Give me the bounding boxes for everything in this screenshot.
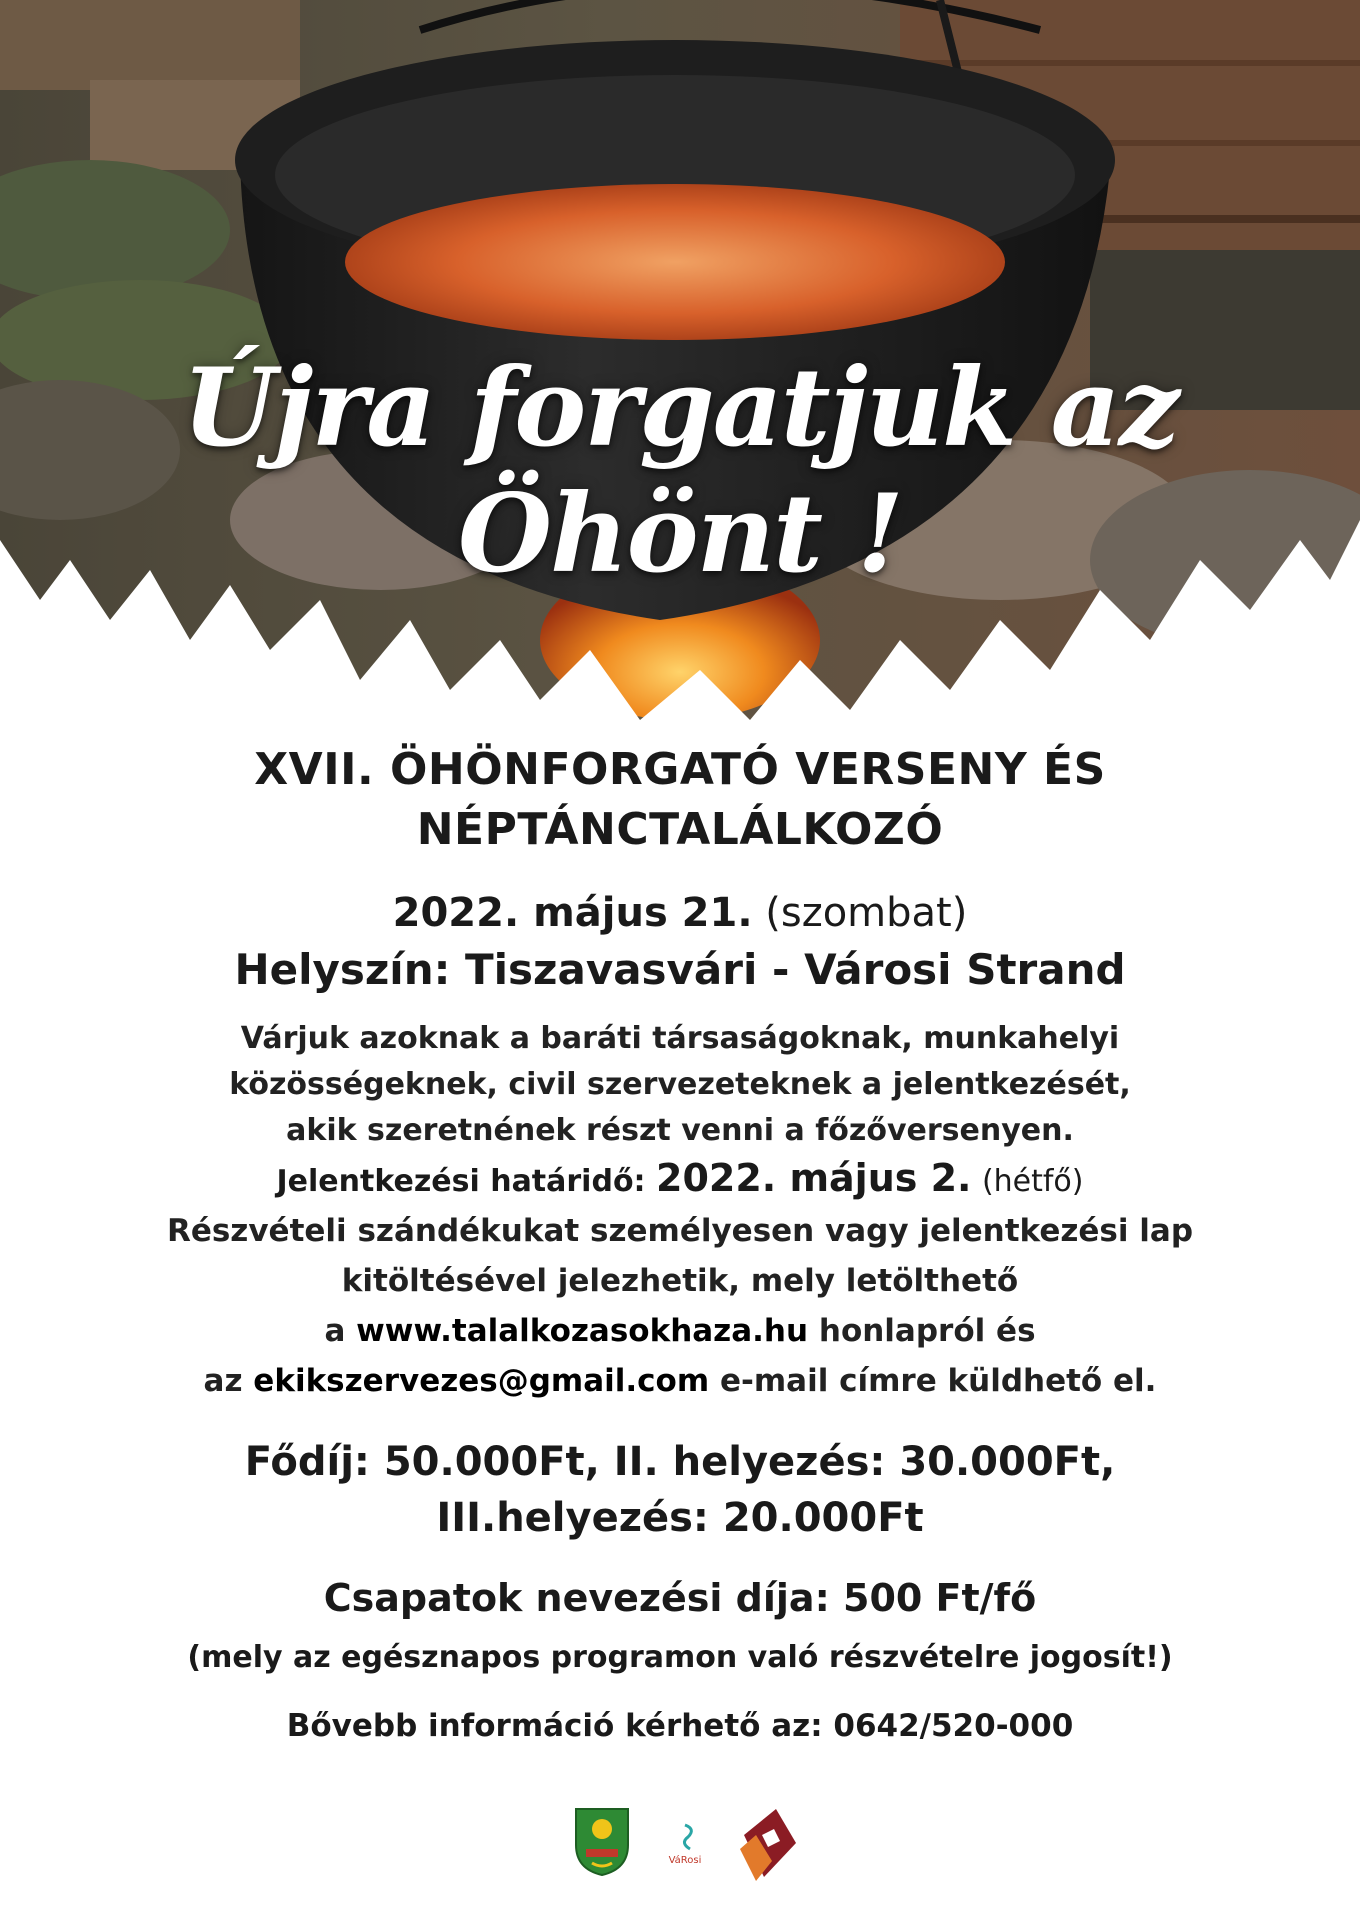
deadline-day: (hétfő) <box>981 1164 1084 1199</box>
invite-line-2: közösségeknek, civil szervezeteknek a jelentkezését, <box>229 1067 1131 1102</box>
signup-deadline <box>0 1154 1360 1206</box>
email-link[interactable]: ekikszervezes@gmail.com <box>253 1363 710 1399</box>
signup-line-4-suffix: e-mail címre küldhető el. <box>719 1363 1157 1399</box>
hero-script-title: Újra forgatjuk az Öhönt ! <box>182 345 1178 597</box>
invite-text <box>0 1016 1360 1154</box>
event-date <box>0 886 1360 940</box>
signup-instructions <box>0 1206 1360 1406</box>
event-details <box>0 740 1360 1752</box>
city-wave-logo <box>660 1819 710 1869</box>
prizes-line-1: Fődíj: 50.000Ft, II. helyezés: 30.000Ft, <box>244 1439 1116 1485</box>
sponsor-logos <box>0 1805 1360 1885</box>
entry-fee: Csapatok nevezési díja: 500 Ft/fő <box>323 1576 1037 1620</box>
ekik-logo <box>736 1805 802 1883</box>
svg-text:VáRosi: VáRosi <box>668 1855 702 1866</box>
signup-line-3 <box>0 1306 1360 1356</box>
contact-info: Bővebb információ kérhető az: 0642/520-000 <box>286 1708 1074 1744</box>
hero-image <box>0 0 1360 740</box>
website-link[interactable]: www.talalkozasokhaza.hu <box>356 1313 809 1349</box>
event-location: Helyszín: Tiszavasvári - Városi Strand <box>234 945 1126 994</box>
event-title-line-1: XVII. ÖHÖNFORGATÓ VERSENY ÉS <box>254 744 1106 795</box>
event-date-value: 2022. május 21. <box>392 890 753 936</box>
signup-line-2: kitöltésével jelezhetik, mely letölthető <box>341 1263 1019 1299</box>
deadline-date: 2022. május 2. <box>656 1156 972 1200</box>
deadline-label: Jelentkezési határidő: <box>276 1164 646 1199</box>
signup-line-3-prefix: a <box>324 1313 346 1349</box>
event-date-day: (szombat) <box>765 890 968 936</box>
signup-line-4-prefix: az <box>203 1363 243 1399</box>
event-title-line-2: NÉPTÁNCTALÁLKOZÓ <box>416 804 944 855</box>
town-crest-logo <box>572 1805 632 1877</box>
invite-line-3: akik szeretnének részt venni a főzőversenyen. <box>286 1113 1074 1148</box>
prizes-line-2: III.helyezés: 20.000Ft <box>436 1495 924 1541</box>
invite-line-1: Várjuk azoknak a baráti társaságoknak, munkahelyi <box>240 1021 1120 1056</box>
signup-line-1: Részvételi szándékukat személyesen vagy jelentkezési lap <box>166 1213 1194 1249</box>
entry-fee-note: (mely az egésznapos programon való részvételre jogosít!) <box>187 1640 1173 1675</box>
prizes <box>0 1434 1360 1546</box>
signup-line-3-suffix: honlapról és <box>818 1313 1036 1349</box>
signup-line-4 <box>0 1356 1360 1406</box>
